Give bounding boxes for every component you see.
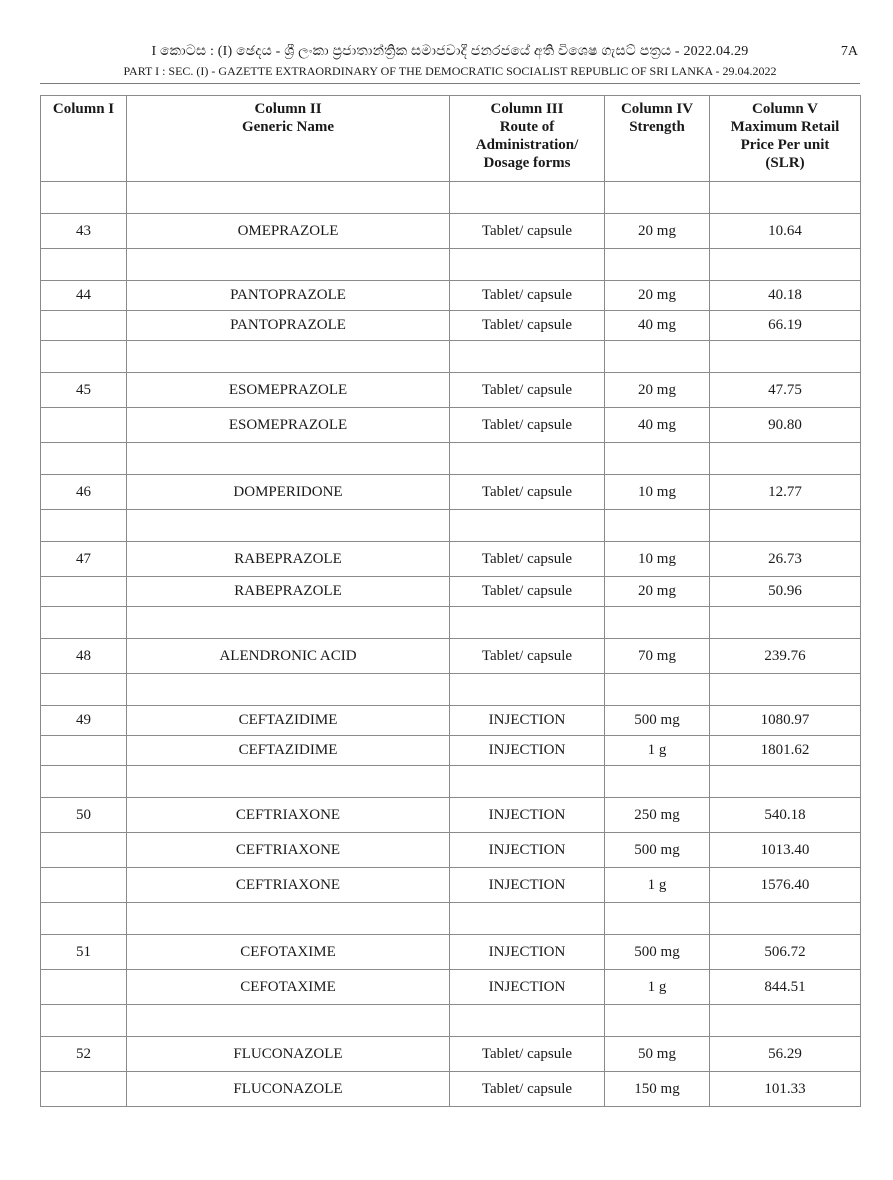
table-spacer-row: [41, 1005, 861, 1037]
empty-cell: [41, 249, 127, 281]
empty-cell: [41, 341, 127, 373]
generic-name-cell: CEFTAZIDIME: [127, 736, 450, 766]
strength-cell: 250 mg: [605, 798, 710, 833]
item-number-cell: 44: [41, 281, 127, 311]
empty-cell: [605, 903, 710, 935]
header-line: Administration/: [475, 137, 579, 153]
header-sinhala-title: I කොටස : (I) ඡෙදය - ශ්‍රී ලංකා ප්‍රජාතාන්ත්‍රික සමාජවාදී ජනරජයේ අති විශෙෂ ගැසට් පත්‍රය - 2022.04.29: [151, 44, 749, 59]
empty-cell: [127, 903, 450, 935]
price-cell: 12.77: [710, 475, 861, 510]
empty-cell: [41, 443, 127, 475]
table-row: [41, 798, 861, 833]
empty-cell: [450, 607, 605, 639]
empty-cell: [450, 674, 605, 706]
strength-cell: 40 mg: [605, 311, 710, 341]
header-line: Dosage forms: [483, 155, 571, 171]
empty-cell: [450, 766, 605, 798]
empty-cell: [710, 1005, 861, 1037]
route-cell: Tablet/ capsule: [450, 542, 605, 577]
price-cell: 101.33: [710, 1072, 861, 1107]
strength-cell: 1 g: [605, 970, 710, 1005]
generic-name-cell: CEFTRIAXONE: [127, 833, 450, 868]
empty-cell: [605, 182, 710, 214]
route-cell: Tablet/ capsule: [450, 1037, 605, 1072]
item-number-cell: [41, 311, 127, 341]
empty-cell: [127, 249, 450, 281]
empty-cell: [127, 510, 450, 542]
strength-cell: 50 mg: [605, 1037, 710, 1072]
strength-cell: 20 mg: [605, 373, 710, 408]
empty-cell: [127, 607, 450, 639]
generic-name-cell: RABEPRAZOLE: [127, 542, 450, 577]
route-cell: INJECTION: [450, 935, 605, 970]
empty-cell: [605, 510, 710, 542]
generic-name-cell: CEFTRIAXONE: [127, 868, 450, 903]
route-cell: INJECTION: [450, 736, 605, 766]
route-cell: INJECTION: [450, 970, 605, 1005]
table-row: [41, 408, 861, 443]
empty-cell: [450, 182, 605, 214]
empty-cell: [605, 766, 710, 798]
strength-cell: 1 g: [605, 736, 710, 766]
item-number-cell: 51: [41, 935, 127, 970]
table-row: [41, 970, 861, 1005]
strength-cell: 20 mg: [605, 577, 710, 607]
table-spacer-row: [41, 607, 861, 639]
generic-name-cell: RABEPRAZOLE: [127, 577, 450, 607]
empty-cell: [41, 182, 127, 214]
route-cell: Tablet/ capsule: [450, 214, 605, 249]
price-cell: 540.18: [710, 798, 861, 833]
header-line: Generic Name: [241, 119, 335, 135]
table-spacer-row: [41, 903, 861, 935]
header-english-title: PART I : SEC. (I) - GAZETTE EXTRAORDINARY OF THE DEMOCRATIC SOCIALIST REPUBLIC OF SRI LANKA - 29.04.2022: [123, 64, 777, 78]
empty-cell: [127, 182, 450, 214]
empty-cell: [710, 766, 861, 798]
price-cell: 239.76: [710, 639, 861, 674]
empty-cell: [127, 341, 450, 373]
generic-name-cell: ESOMEPRAZOLE: [127, 373, 450, 408]
price-cell: 10.64: [710, 214, 861, 249]
strength-cell: 500 mg: [605, 935, 710, 970]
empty-cell: [710, 903, 861, 935]
route-cell: INJECTION: [450, 868, 605, 903]
price-cell: 40.18: [710, 281, 861, 311]
item-number-cell: 46: [41, 475, 127, 510]
route-cell: Tablet/ capsule: [450, 639, 605, 674]
item-number-cell: [41, 736, 127, 766]
table-row: [41, 736, 861, 766]
route-cell: INJECTION: [450, 798, 605, 833]
table-row: [41, 1037, 861, 1072]
table-spacer-row: [41, 341, 861, 373]
generic-name-cell: PANTOPRAZOLE: [127, 311, 450, 341]
empty-cell: [450, 249, 605, 281]
generic-name-cell: ESOMEPRAZOLE: [127, 408, 450, 443]
table-spacer-row: [41, 766, 861, 798]
price-table: [40, 95, 861, 1107]
route-cell: Tablet/ capsule: [450, 281, 605, 311]
price-cell: 1576.40: [710, 868, 861, 903]
table-row: [41, 214, 861, 249]
strength-cell: 10 mg: [605, 542, 710, 577]
empty-cell: [41, 510, 127, 542]
price-cell: 90.80: [710, 408, 861, 443]
header-line: Route of: [499, 119, 555, 135]
table-row: [41, 706, 861, 736]
empty-cell: [710, 341, 861, 373]
table-row: [41, 577, 861, 607]
empty-cell: [41, 1005, 127, 1037]
item-number-cell: 48: [41, 639, 127, 674]
table-row: [41, 935, 861, 970]
empty-cell: [605, 674, 710, 706]
gazette-header: [40, 44, 860, 86]
price-cell: 26.73: [710, 542, 861, 577]
strength-cell: 40 mg: [605, 408, 710, 443]
column-i-header: [41, 96, 127, 182]
item-number-cell: 49: [41, 706, 127, 736]
generic-name-cell: ALENDRONIC ACID: [127, 639, 450, 674]
table-spacer-row: [41, 182, 861, 214]
strength-cell: 1 g: [605, 868, 710, 903]
item-number-cell: 52: [41, 1037, 127, 1072]
price-cell: 66.19: [710, 311, 861, 341]
column-iv-header: [605, 96, 710, 182]
empty-cell: [710, 510, 861, 542]
table-row: [41, 868, 861, 903]
price-cell: 50.96: [710, 577, 861, 607]
table-row: [41, 1072, 861, 1107]
empty-cell: [710, 249, 861, 281]
empty-cell: [605, 1005, 710, 1037]
empty-cell: [450, 1005, 605, 1037]
empty-cell: [450, 341, 605, 373]
strength-cell: 10 mg: [605, 475, 710, 510]
generic-name-cell: DOMPERIDONE: [127, 475, 450, 510]
empty-cell: [605, 443, 710, 475]
item-number-cell: [41, 408, 127, 443]
price-cell: 1013.40: [710, 833, 861, 868]
generic-name-cell: CEFTRIAXONE: [127, 798, 450, 833]
header-line: Column III: [490, 101, 564, 117]
empty-cell: [605, 607, 710, 639]
empty-cell: [710, 443, 861, 475]
item-number-cell: 47: [41, 542, 127, 577]
route-cell: INJECTION: [450, 706, 605, 736]
strength-cell: 500 mg: [605, 833, 710, 868]
generic-name-cell: CEFTAZIDIME: [127, 706, 450, 736]
empty-cell: [41, 607, 127, 639]
empty-cell: [127, 1005, 450, 1037]
empty-cell: [41, 674, 127, 706]
item-number-cell: [41, 970, 127, 1005]
generic-name-cell: PANTOPRAZOLE: [127, 281, 450, 311]
price-cell: 56.29: [710, 1037, 861, 1072]
table-row: [41, 542, 861, 577]
item-number-cell: [41, 833, 127, 868]
price-cell: 844.51: [710, 970, 861, 1005]
route-cell: Tablet/ capsule: [450, 475, 605, 510]
strength-cell: 20 mg: [605, 214, 710, 249]
header-line: (SLR): [765, 155, 805, 171]
column-v-header: [710, 96, 861, 182]
empty-cell: [710, 182, 861, 214]
table-row: [41, 311, 861, 341]
item-number-cell: [41, 577, 127, 607]
empty-cell: [127, 443, 450, 475]
header-line: Column IV: [620, 101, 694, 117]
generic-name-cell: CEFOTAXIME: [127, 970, 450, 1005]
generic-name-cell: FLUCONAZOLE: [127, 1072, 450, 1107]
empty-cell: [710, 674, 861, 706]
strength-cell: 70 mg: [605, 639, 710, 674]
table-spacer-row: [41, 510, 861, 542]
price-cell: 1801.62: [710, 736, 861, 766]
empty-cell: [605, 341, 710, 373]
generic-name-cell: OMEPRAZOLE: [127, 214, 450, 249]
item-number-cell: 45: [41, 373, 127, 408]
item-number-cell: 43: [41, 214, 127, 249]
item-number-cell: 50: [41, 798, 127, 833]
table-row: [41, 475, 861, 510]
item-number-cell: [41, 1072, 127, 1107]
price-cell: 506.72: [710, 935, 861, 970]
header-line: Price Per unit: [740, 137, 830, 153]
strength-cell: 150 mg: [605, 1072, 710, 1107]
header-line: Maximum Retail: [730, 119, 840, 135]
route-cell: Tablet/ capsule: [450, 1072, 605, 1107]
page-number: 7A: [840, 44, 858, 59]
column-iii-header: [450, 96, 605, 182]
empty-cell: [450, 903, 605, 935]
empty-cell: [450, 510, 605, 542]
price-table-container: [40, 95, 860, 1107]
generic-name-cell: CEFOTAXIME: [127, 935, 450, 970]
empty-cell: [605, 249, 710, 281]
header-divider: [40, 83, 860, 84]
route-cell: Tablet/ capsule: [450, 311, 605, 341]
route-cell: INJECTION: [450, 833, 605, 868]
header-line: Column I: [52, 101, 115, 117]
empty-cell: [127, 766, 450, 798]
table-row: [41, 281, 861, 311]
empty-cell: [710, 607, 861, 639]
column-ii-header: [127, 96, 450, 182]
table-row: [41, 639, 861, 674]
strength-cell: 20 mg: [605, 281, 710, 311]
route-cell: Tablet/ capsule: [450, 373, 605, 408]
table-row: [41, 833, 861, 868]
empty-cell: [450, 443, 605, 475]
header-line: Column V: [752, 101, 818, 117]
route-cell: Tablet/ capsule: [450, 408, 605, 443]
empty-cell: [41, 766, 127, 798]
route-cell: Tablet/ capsule: [450, 577, 605, 607]
table-body: [41, 182, 861, 1107]
generic-name-cell: FLUCONAZOLE: [127, 1037, 450, 1072]
table-spacer-row: [41, 443, 861, 475]
table-spacer-row: [41, 674, 861, 706]
empty-cell: [41, 903, 127, 935]
price-cell: 1080.97: [710, 706, 861, 736]
price-cell: 47.75: [710, 373, 861, 408]
table-row: [41, 373, 861, 408]
empty-cell: [127, 674, 450, 706]
header-line: Column II: [254, 101, 322, 117]
strength-cell: 500 mg: [605, 706, 710, 736]
header-line: Strength: [629, 119, 685, 135]
table-header-row: [41, 96, 861, 182]
table-spacer-row: [41, 249, 861, 281]
item-number-cell: [41, 868, 127, 903]
